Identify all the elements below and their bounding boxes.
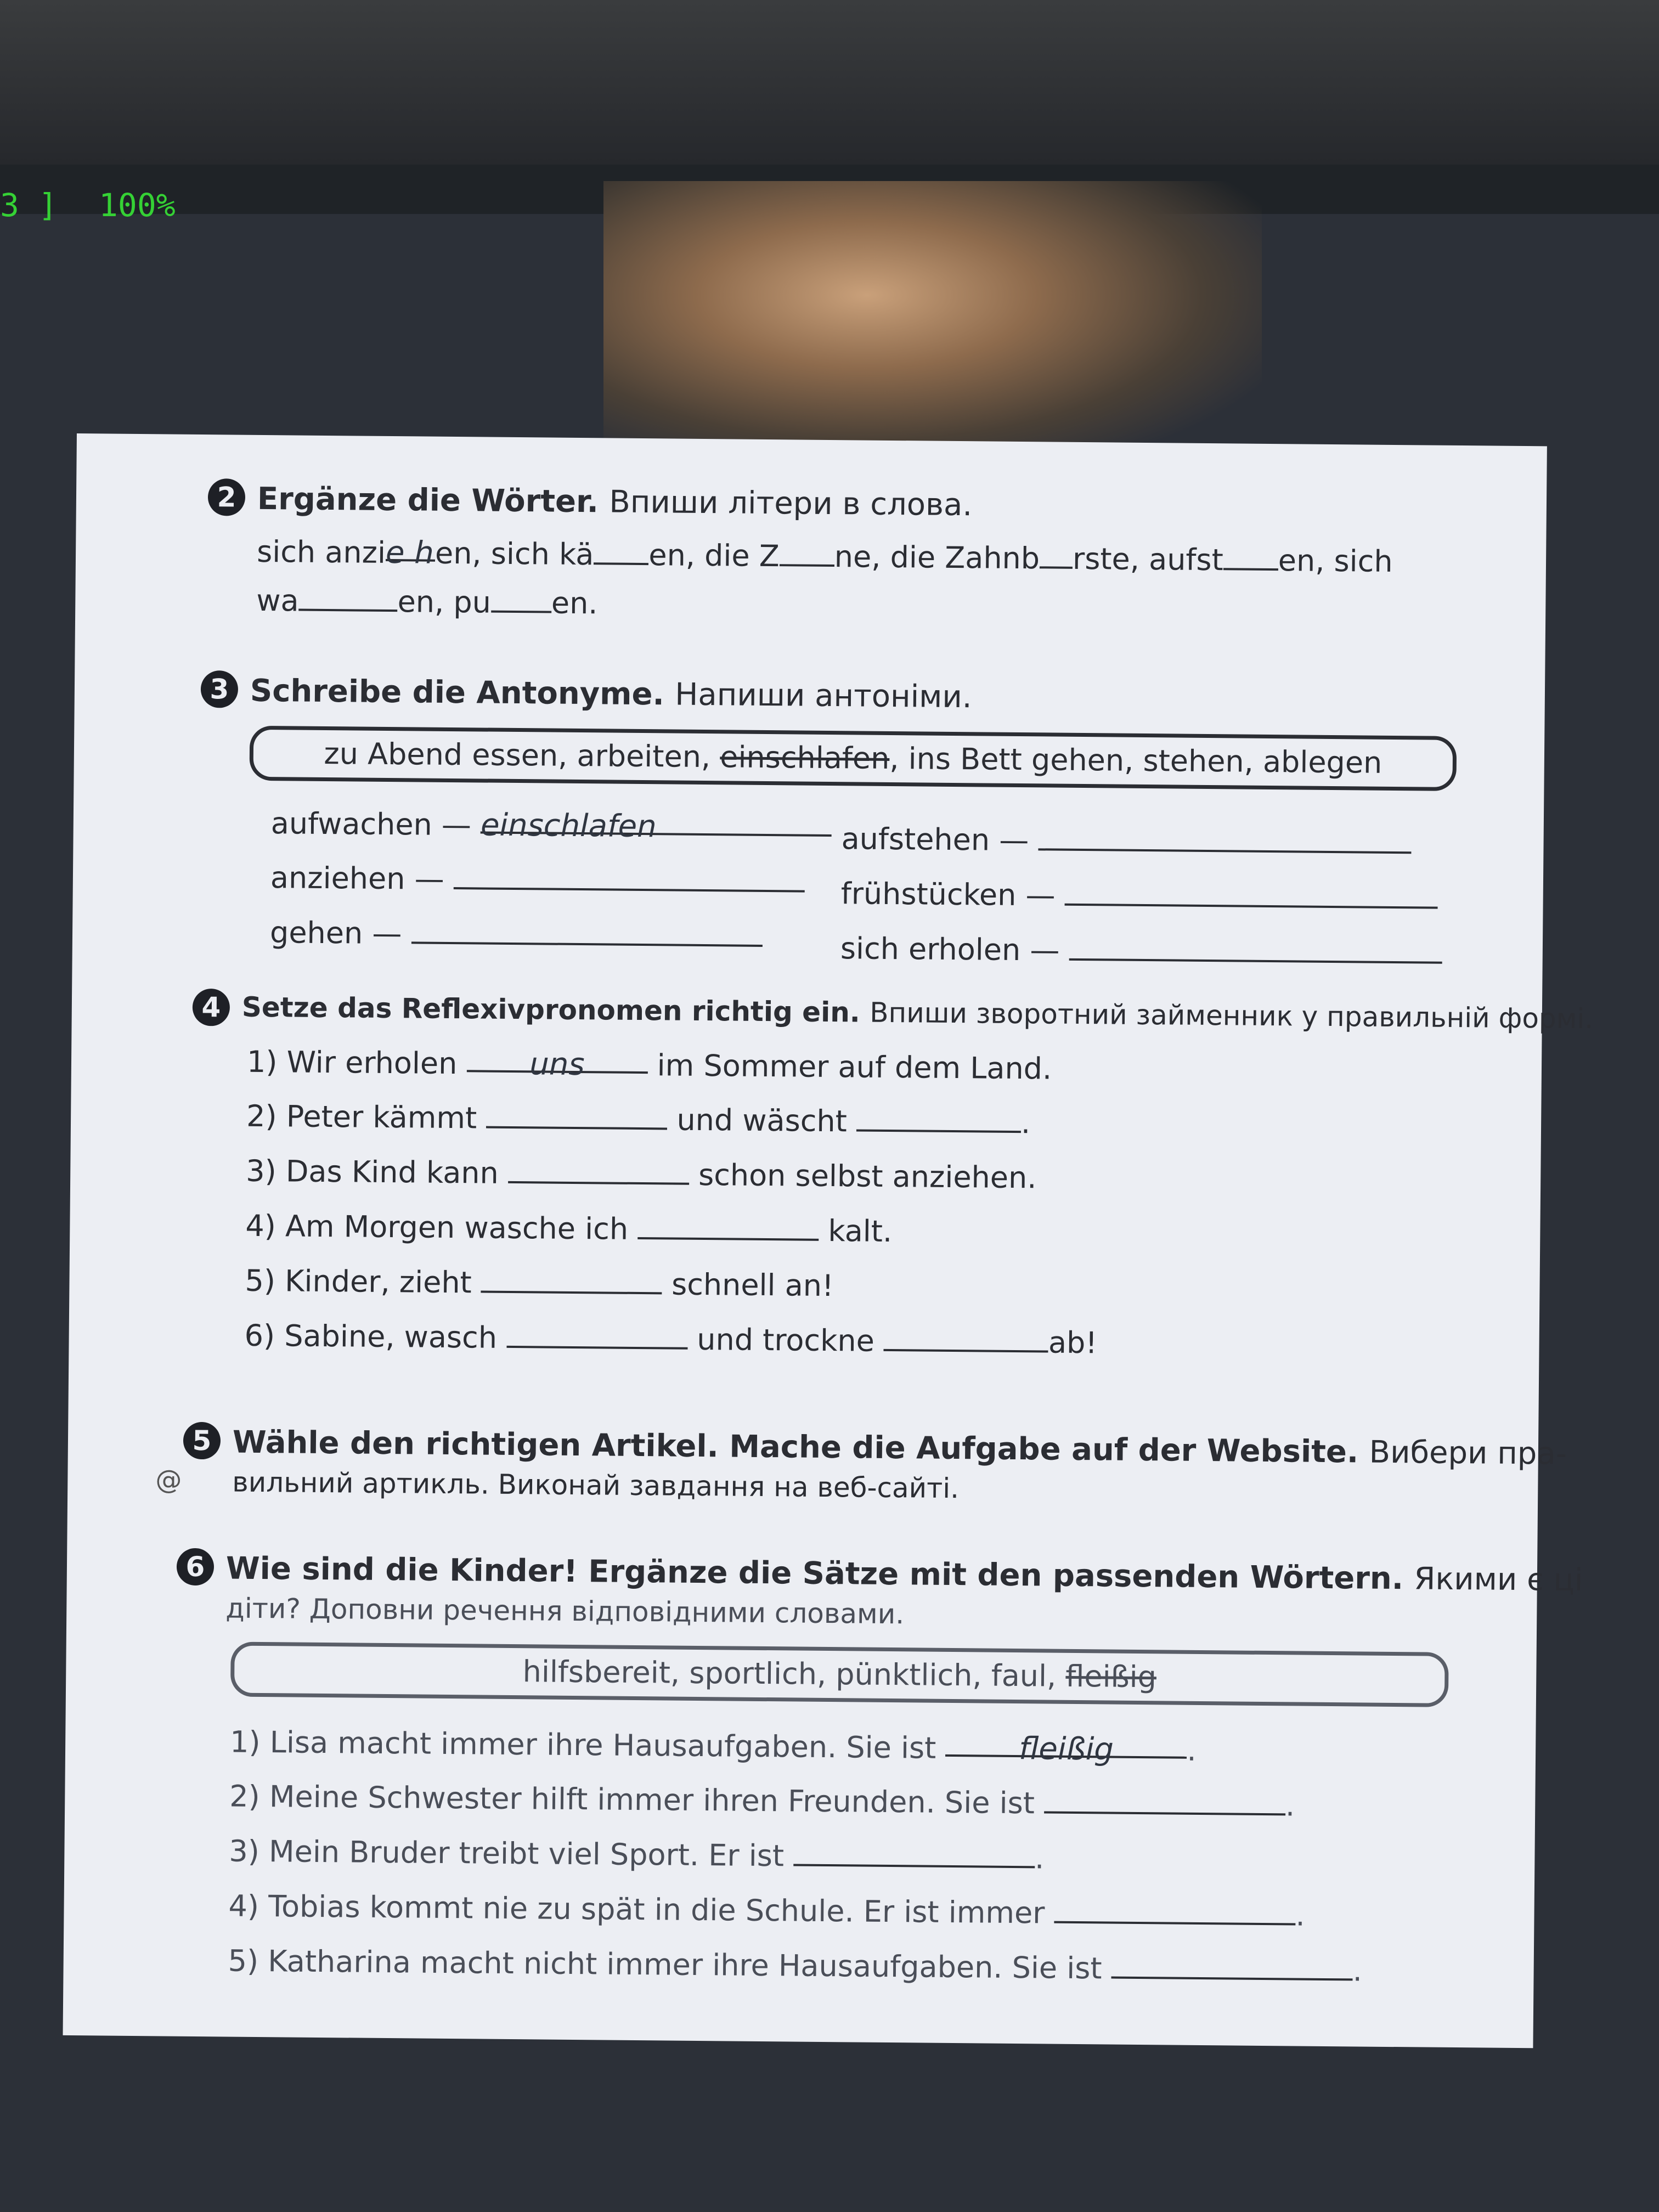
- exercise-title-de: Schreibe die Antonyme.: [250, 673, 665, 713]
- exercise-number: 2: [208, 478, 246, 516]
- item-number: 3): [229, 1833, 260, 1869]
- item-number: 2): [229, 1779, 261, 1814]
- antonym-word: frühstücken —: [840, 876, 1056, 913]
- exercise-title-uk: Впиши зворотний займенник у правильній формі.: [869, 996, 1594, 1035]
- item-number: 3): [246, 1153, 276, 1189]
- exercise-item: 5) Katharina macht nicht immer ihre Hausaufgaben. Sie ist .: [228, 1943, 1363, 1988]
- exercise-item: [245, 1209, 892, 1249]
- word-bank: [249, 726, 1457, 791]
- item-number: 5): [245, 1263, 276, 1299]
- blank-answer[interactable]: e h: [386, 535, 435, 562]
- answer-blank[interactable]: [506, 1322, 687, 1350]
- exercise-title: [242, 991, 1594, 1035]
- antonym-blank[interactable]: [1069, 934, 1442, 964]
- exercise-title-uk: Впиши літери в слова.: [609, 484, 973, 523]
- antonym-word: gehen —: [269, 915, 402, 951]
- answer-blank[interactable]: [884, 1325, 1048, 1353]
- text-segment: en, sich kä: [435, 535, 594, 572]
- exercise-2: [76, 477, 1547, 621]
- antonym-answer[interactable]: [454, 863, 805, 893]
- answer-blank[interactable]: [1111, 1953, 1353, 1981]
- word-bank-text: hilfsbereit, sportlich, pünktlich, faul,: [522, 1654, 1057, 1694]
- exercise-title-de: Wähle den richtigen Artikel. Mache die Aufgabe auf der Website.: [232, 1424, 1359, 1470]
- exercise-title: [226, 1550, 1583, 1598]
- text-segment: en, die Z: [648, 538, 780, 574]
- answer-blank[interactable]: [486, 1102, 667, 1130]
- item-number: 4): [245, 1208, 276, 1244]
- item-number: 2): [246, 1098, 277, 1134]
- answer-blank[interactable]: [637, 1213, 819, 1241]
- item-text: Katharina macht nicht immer ihre Hausaufgaben. Sie ist: [268, 1944, 1102, 1986]
- blank[interactable]: [491, 586, 551, 613]
- item-number: 4): [228, 1888, 259, 1923]
- item-text: Lisa macht immer ihre Hausaufgaben. Sie ist: [269, 1725, 936, 1765]
- answer-blank[interactable]: [508, 1157, 689, 1185]
- antonym-row-right: [840, 931, 1442, 971]
- exercise-title: [250, 673, 972, 715]
- item-text: Wir erholen: [286, 1045, 458, 1081]
- answer-blank[interactable]: [793, 1839, 1035, 1868]
- item-text: und wäscht: [676, 1102, 848, 1139]
- text-segment: sich anzi: [256, 534, 386, 570]
- exercise-5: [68, 1421, 1567, 1505]
- antonym-word: anziehen —: [270, 860, 444, 896]
- item-text: schon selbst anziehen.: [698, 1157, 1037, 1195]
- word-bank-used: einschlafen: [720, 740, 890, 776]
- antonym-answer[interactable]: [411, 917, 762, 947]
- exercise-item: [247, 1044, 1052, 1086]
- website-icon: @: [155, 1464, 182, 1496]
- item-number: 1): [246, 1044, 278, 1080]
- exercise-item: 1) Lisa macht immer ihre Hausaufgaben. Sie ist fleißig .: [229, 1724, 1197, 1768]
- blank[interactable]: [1223, 544, 1278, 571]
- exercise-item: 2) Meine Schwester hilft immer ihren Freunden. Sie ist .: [229, 1779, 1295, 1823]
- monitor-bezel: [0, 0, 1659, 165]
- exercise-number: 3: [201, 670, 239, 708]
- antonym-row-left: [270, 915, 763, 954]
- antonym-row-right: [841, 821, 1411, 861]
- item-text: Meine Schwester hilft immer ihren Freunden. Sie ist: [269, 1779, 1035, 1821]
- item-text: im Sommer auf dem Land.: [657, 1048, 1052, 1086]
- item-text: .: [1020, 1105, 1031, 1141]
- word-bank: [230, 1642, 1449, 1707]
- antonym-blank[interactable]: [1065, 879, 1438, 909]
- exercise-title-uk: Напиши антоніми.: [675, 676, 972, 715]
- text-segment: en, pu: [397, 584, 492, 620]
- exercise-3: [75, 669, 1545, 968]
- antonym-word: sich erholen —: [840, 931, 1060, 968]
- exercise-title-de: Setze das Reflexivpronomen richtig ein.: [241, 991, 861, 1029]
- blank[interactable]: [298, 585, 397, 612]
- text-segment: rste, aufst: [1072, 541, 1224, 578]
- exercise-title-de: Wie sind die Kinder! Ergänze die Sätze mit den passenden Wörtern.: [225, 1550, 1404, 1597]
- item-text: und trockne: [697, 1322, 875, 1358]
- status-bracket: 3 ]: [0, 187, 58, 224]
- word-bank-used: fleißig: [1065, 1658, 1157, 1695]
- exercise-2-line-1: [257, 534, 1393, 579]
- answer-blank[interactable]: uns: [466, 1046, 647, 1074]
- exercise-item: [246, 1154, 1037, 1195]
- item-text: Tobias kommt nie zu spät in die Schule. Er ist immer: [268, 1889, 1045, 1931]
- answer-blank[interactable]: [481, 1266, 662, 1294]
- answer-blank[interactable]: fleißig: [945, 1730, 1187, 1759]
- answer-blank[interactable]: [856, 1105, 1021, 1133]
- text-segment: wa: [256, 583, 299, 618]
- exercise-title: [233, 1425, 1567, 1472]
- word-bank-text: , ins Bett gehen, stehen, ablegen: [889, 741, 1383, 780]
- item-text: Sabine, wasch: [284, 1318, 498, 1355]
- exercise-4: [72, 988, 1594, 1361]
- exercise-item: [245, 1263, 834, 1303]
- blank[interactable]: [1040, 542, 1073, 569]
- item-number: 6): [244, 1318, 275, 1353]
- item-text: schnell an!: [671, 1267, 834, 1304]
- antonym-word: aufstehen —: [841, 821, 1029, 858]
- item-text: Mein Bruder treibt viel Sport. Er ist: [268, 1834, 785, 1874]
- item-text: ab!: [1048, 1325, 1098, 1361]
- exercise-item: [244, 1318, 1097, 1361]
- answer-blank[interactable]: [1054, 1897, 1295, 1926]
- exercise-number: 5: [183, 1422, 221, 1460]
- antonym-answer[interactable]: einschlafen: [481, 807, 832, 837]
- item-text: Am Morgen wasche ich: [285, 1209, 629, 1246]
- text-segment: en, sich: [1278, 543, 1393, 579]
- antonym-row-right: [840, 876, 1438, 916]
- text-segment: ne, die Zahnb: [834, 539, 1040, 576]
- exercise-title-uk: Вибери пра-: [1369, 1434, 1567, 1472]
- exercise-number: 6: [177, 1548, 215, 1586]
- exercise-number: 4: [193, 989, 230, 1026]
- worksheet-page: [63, 433, 1594, 2048]
- antonym-blank[interactable]: [1038, 824, 1411, 854]
- camera-glare: [603, 181, 1262, 466]
- exercise-item: [246, 1099, 1031, 1140]
- blank[interactable]: [594, 538, 648, 565]
- item-number: 1): [229, 1724, 261, 1760]
- answer-blank[interactable]: [1044, 1787, 1285, 1815]
- word-bank-text: zu Abend essen, arbeiten,: [324, 736, 711, 775]
- exercise-title-uk: Якими є ці: [1414, 1561, 1583, 1599]
- text-segment: en.: [551, 585, 598, 621]
- antonym-row-left: [271, 805, 832, 845]
- exercise-6: [67, 1547, 1583, 1988]
- antonym-row-left: [270, 860, 805, 899]
- exercise-subtitle: вильний артикль. Виконай завдання на веб-сайті.: [232, 1466, 960, 1505]
- exercise-item: 3) Mein Bruder treibt viel Sport. Er ist .: [229, 1833, 1045, 1876]
- exercise-title-de: Ergänze die Wörter.: [257, 481, 599, 520]
- exercise-item: 4) Tobias kommt nie zu spät in die Schule. Er ist immer .: [228, 1888, 1306, 1933]
- item-text: Kinder, zieht: [284, 1263, 472, 1300]
- item-text: kalt.: [828, 1214, 893, 1249]
- exercise-title: [257, 481, 973, 523]
- item-number: 5): [228, 1943, 259, 1978]
- antonym-word: aufwachen —: [270, 806, 472, 843]
- exercise-subtitle: діти? Доповни речення відповідними словами.: [225, 1592, 905, 1630]
- item-text: Das Kind kann: [285, 1154, 499, 1190]
- item-text: Peter kämmt: [286, 1099, 477, 1136]
- exercise-2-line-2: [256, 583, 598, 620]
- blank[interactable]: [780, 540, 834, 567]
- zoom-level: 100%: [99, 187, 176, 224]
